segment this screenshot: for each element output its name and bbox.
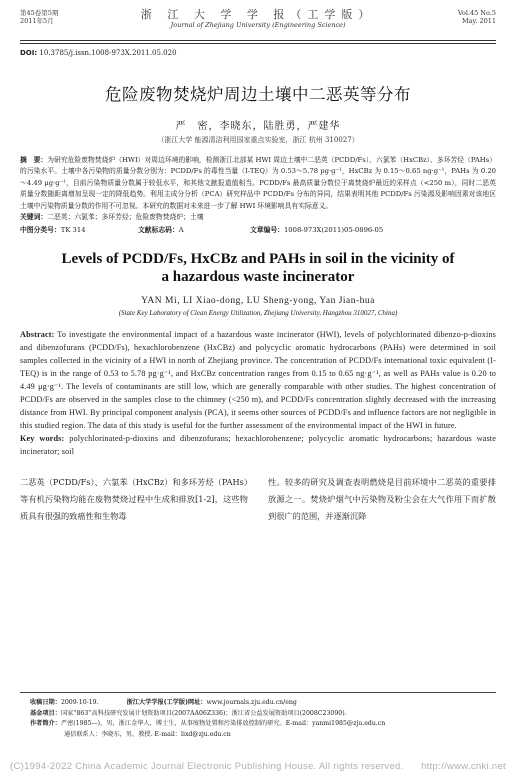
title-en-line1: Levels of PCDD/Fs, HxCBz and PAHs in soil in the vicinity of: [61, 251, 455, 267]
running-header: [20, 0, 496, 39]
authors-cn: 严 密，李晓东，陆胜勇，严建华: [175, 120, 341, 132]
fund-text: 国家“863”高科技研究发展计划资助项目(2007AA06Z336)；浙江省公益发展资助项目(2008C23090).: [60, 709, 347, 717]
title-en-line2: a hazardous waste incinerator: [161, 269, 355, 285]
fund-label: 基金项目：: [30, 709, 61, 717]
title-en: [20, 250, 496, 286]
clc-label: 中图分类号：: [20, 225, 61, 234]
document-code: [138, 225, 250, 237]
received-label: 收稿日期：: [30, 699, 61, 706]
journal-name-cn: 浙 江 大 学 学 报（工学版）: [140, 8, 376, 21]
doi-value: 10.3785/j.issn.1008-973X.2011.05.020: [39, 48, 177, 57]
keywords-cn: [20, 212, 496, 224]
keywords-cn-label: 关键词：: [20, 213, 48, 221]
keywords-cn-text: 二恶英；六氯苯；多环芳烃；危险废物焚烧炉；土壤: [47, 213, 204, 221]
doc-code-label: 文献标志码：: [138, 225, 179, 234]
abstract-cn-body: [20, 155, 496, 213]
article-number: [250, 225, 383, 237]
body-text: [20, 474, 496, 525]
volume-issue-cn: 第45卷第5期: [20, 9, 59, 17]
journal-name-en: Journal of Zhejiang University (Engineering Science): [170, 21, 346, 29]
abstract-en: [20, 328, 496, 458]
footnotes: [20, 692, 496, 740]
issue-info-en: [458, 9, 496, 25]
author-bio-label: 作者简介：: [30, 720, 61, 727]
doi-label: DOI:: [20, 48, 38, 57]
author-bio-row: [30, 719, 496, 730]
classification-row: [20, 225, 496, 237]
website-url: www.journals.zju.edu.cn/eng: [206, 699, 297, 706]
date-cn: 2011年5月: [20, 17, 54, 25]
fund-row: [30, 709, 496, 720]
affiliation-cn: （浙江大学 能源清洁利用国家重点实验室，浙江 杭州 310027）: [157, 135, 359, 144]
date-en: May. 2011: [461, 17, 496, 25]
doc-code-value: A: [178, 225, 184, 234]
body-column-right: 性。较多的研究及调查表明燃烧是目前环境中二恶英的重要排放源之一。焚烧炉烟气中污染物及粉尘会在大气作用下而扩散到很广的范围，并逐渐沉降: [268, 477, 496, 521]
keywords-en-label: Key words:: [20, 434, 65, 443]
doi-line: [20, 49, 496, 57]
author-bio-text: 严密(1985—)，男，浙江金华人，博士生，从事废物处置和污染排放控制的研究。E-mail：yanmi1985@zju.edu.cn: [60, 720, 386, 727]
body-column-left: 二恶英（PCDD/Fs）、六氯苯（HxCBz）和多环芳烃（PAHs）等有机污染物均能在废物焚烧过程中生成和排放[1-2]，这些物质具有很强的致癌性和生物毒: [20, 477, 248, 521]
authors-en: YAN Mi, LI Xiao-dong, LU Sheng-yong, Yan Jian-hua: [141, 296, 375, 306]
clc-value: TK 314: [60, 225, 86, 234]
abstract-en-label: Abstract:: [20, 330, 55, 339]
header-rule: [20, 40, 496, 44]
journal-name: [141, 9, 375, 29]
website-label: 浙江大学学报(工学版)网址：: [126, 699, 207, 706]
abstract-en-text: To investigate the environmental impact of a hazardous waste incinerator (HWI), levels of polychlorinated dibenzo-p-dioxins and dibenzofurans (PCDD/Fs), hexachlorobenzene (HxCBz) and polycyclic aromatic hydrocarbons (PAHs) were determined in soil samples collected in the vicinity of a HWI in north of Zhejiang province. The concentration of PCDD/Fs international toxic equivalent (I-TEQ) is in the range of 0.53 to 5.78 pg·g⁻¹, and HxCBz concentration ranges from 0.15 to 0.65 ng·g⁻¹, as well as PAHs value is 0.20 to 4.49 μg·g⁻¹. The levels of contaminants are still low, which are generally comparable with other studies. The highest concentration of PCDD/Fs are observed in the samples close to the chimney (<250 m), and PCDD/Fs concentration slightly decreased with the increasing distance from HWI. By principal component analysis (PCA), it seems other sources of PCDD/Fs and influence factors are not negligible in this studied region. The data of this study is useful for the further assessment of the environmental impact of the HWI in future.: [20, 330, 496, 430]
corresponding-author-row: 通信联系人：李晓东，男，教授. E-mail：lixd@zju.edu.cn: [64, 730, 231, 738]
volume-issue-en: Vol.45 No.5: [457, 9, 496, 17]
abstract-cn-text: 为研究危险废物焚烧炉（HWI）对周边环境的影响，检测浙江北部某 HWI 周边土壤中二恶英（PCDD/Fs）、六氯苯（HxCBz）、多环芳烃（PAHs）的污染水平。土壤中各污染物的质量分数分别为：PCDD/Fs 的毒性当量（I-TEQ）为 0.53～5.78 pg·g⁻¹，HxCBz 为 0.15～0.65 ng·g⁻¹，PAHs 为 0.20～4.49 μg·g⁻¹，目前污染物质量分数属于较低水平，和其他文献报道值相当。PCDD/Fs 最高质量分数位于离焚烧炉最近的采样点（<250 m），同时二恶英质量分数随距离增加呈现一定的降低趋势。利用主成分分析（PCA）研究样品中 PCDD/Fs 分布的异同，结果表明其他 PCDD/Fs 污染源及影响因素对该地区土壤中污染物质量分数的作用不可忽视。本研究的数据对未来进一步了解 HWI 环境影响具有实际意义。: [20, 155, 496, 210]
clc-number: [20, 225, 138, 237]
keywords-en-text: polychlorinated-p-dioxins and dibenzofurans; hexachlorobenzene; polycyclic aromatic hydrocarbons; hazardous waste incinerator; soil: [20, 434, 497, 456]
copyright-text: (C)1994-2022 China Academic Journal Electronic Publishing House. All rights reserved.: [10, 761, 404, 772]
received-date: 2009-10-19.: [60, 699, 99, 706]
keywords-en: [20, 432, 496, 458]
article-no-label: 文章编号：: [250, 225, 284, 234]
issue-info-cn: [20, 9, 58, 25]
article-no-value: 1008-973X(2011)05-0896-05: [283, 225, 384, 234]
title-cn: 危险废物焚烧炉周边土壤中二恶英等分布: [105, 84, 411, 104]
abstract-en-body: [20, 328, 496, 432]
affiliation-en: (State Key Laboratory of Clean Energy Utilization, Zhejiang University, Hangzhou 310027, China): [118, 309, 398, 317]
abstract-cn-label: 摘 要：: [20, 155, 48, 164]
abstract-cn: [20, 155, 496, 237]
received-row: [30, 698, 496, 709]
cnki-watermark: [10, 761, 506, 772]
cnki-url: http://www.cnki.net: [421, 761, 506, 772]
